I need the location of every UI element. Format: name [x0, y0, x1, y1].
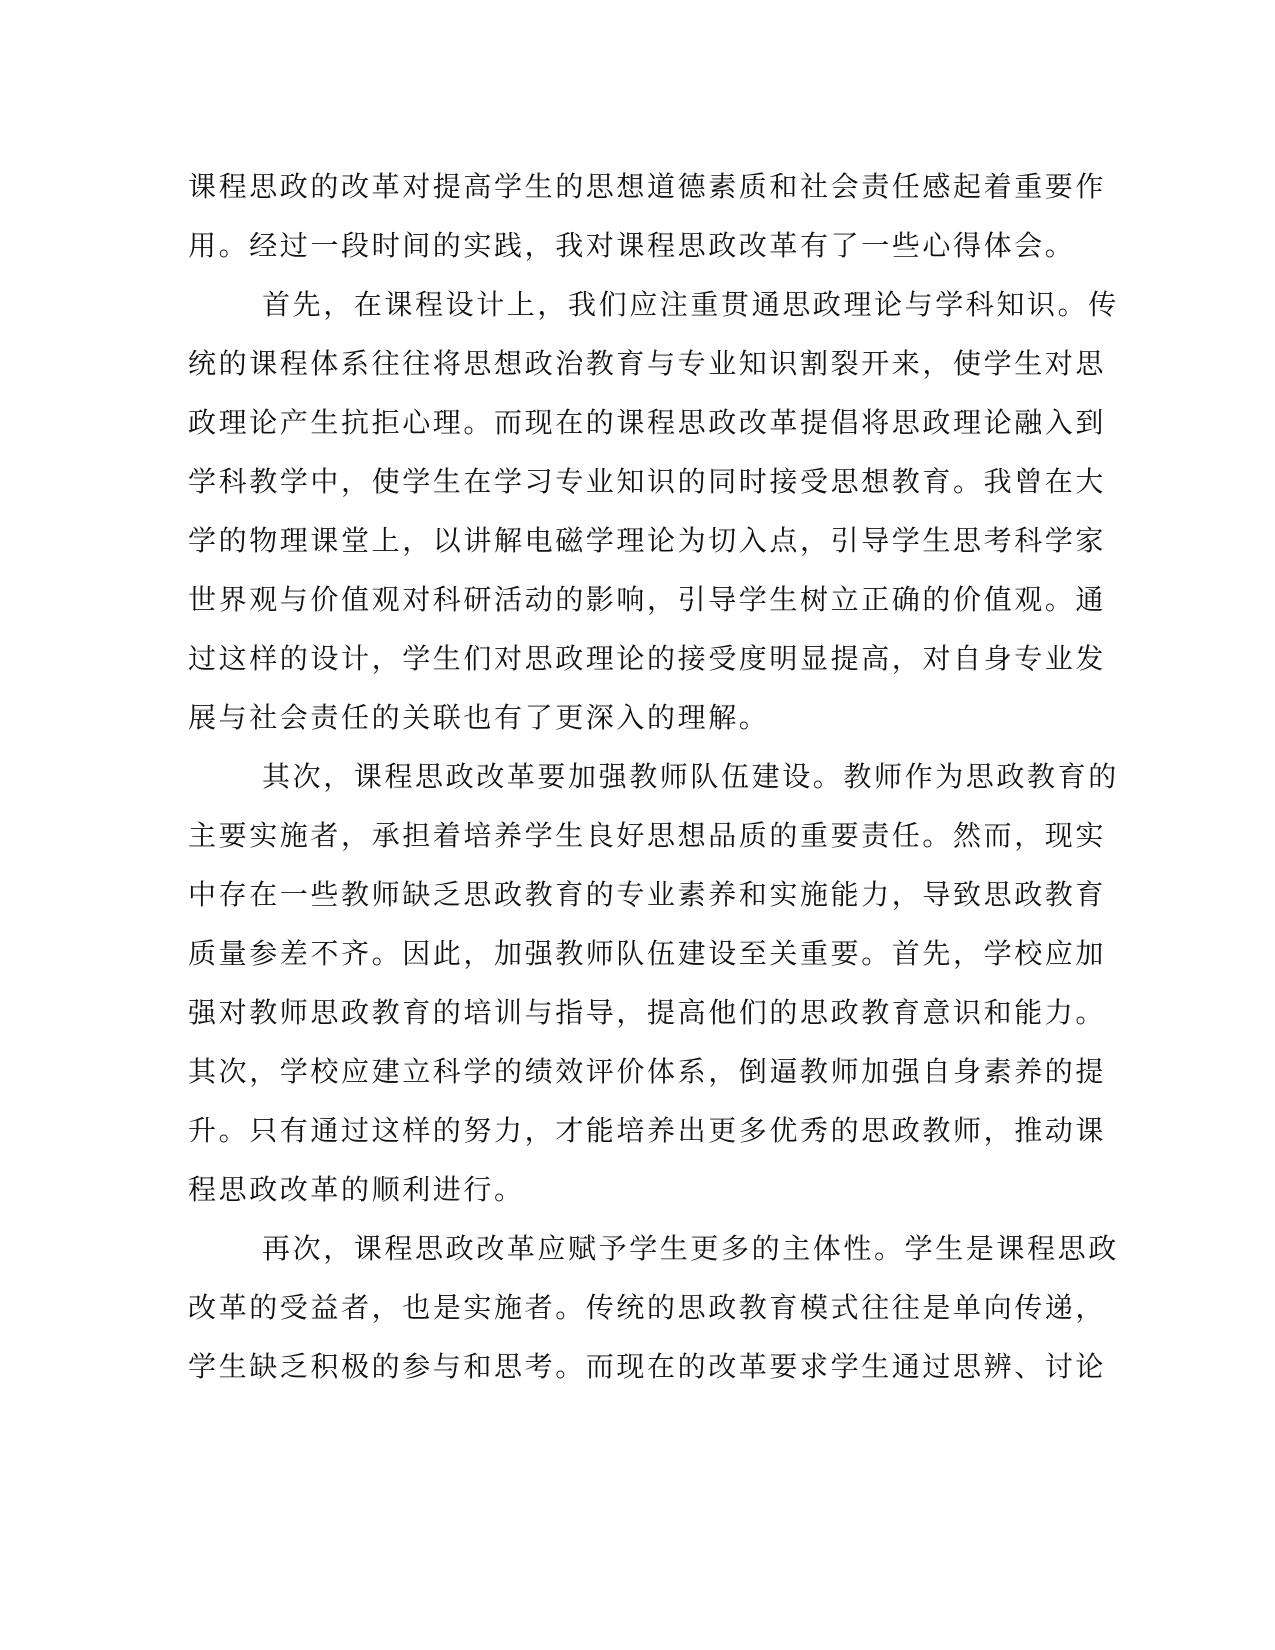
text-line: 学生缺乏积极的参与和思考。而现在的改革要求学生通过思辨、讨论 — [188, 1350, 1107, 1383]
text-line: 程思政改革的顺利进行。 — [188, 1173, 525, 1206]
paragraph-first-line: 其次，课程思政改革要加强教师队伍建设。教师作为思政教育的 — [262, 760, 1119, 793]
text-line: 主要实施者，承担着培养学生良好思想品质的重要责任。然而，现实 — [188, 819, 1107, 852]
paragraph-first-line: 再次，课程思政改革应赋予学生更多的主体性。学生是课程思政 — [262, 1232, 1119, 1265]
body-text — [188, 157, 1119, 1396]
text-line: 统的课程体系往往将思想政治教育与专业知识割裂开来，使学生对思 — [188, 347, 1107, 380]
text-line: 中存在一些教师缺乏思政教育的专业素养和实施能力，导致思政教育 — [188, 878, 1107, 911]
text-line: 学科教学中，使学生在学习专业知识的同时接受思想教育。我曾在大 — [188, 465, 1107, 498]
text-line: 用。经过一段时间的实践，我对课程思政改革有了一些心得体会。 — [188, 229, 1076, 262]
text-line: 其次，学校应建立科学的绩效评价体系，倒逼教师加强自身素养的提 — [188, 1055, 1107, 1088]
paragraph-first-line: 首先，在课程设计上，我们应注重贯通思政理论与学科知识。传 — [262, 288, 1119, 321]
text-line: 展与社会责任的关联也有了更深入的理解。 — [188, 701, 770, 734]
text-line: 政理论产生抗拒心理。而现在的课程思政改革提倡将思政理论融入到 — [188, 406, 1107, 439]
text-line: 过这样的设计，学生们对思政理论的接受度明显提高，对自身专业发 — [188, 642, 1107, 675]
text-line: 学的物理课堂上，以讲解电磁学理论为切入点，引导学生思考科学家 — [188, 524, 1107, 557]
text-line: 课程思政的改革对提高学生的思想道德素质和社会责任感起着重要作 — [188, 170, 1107, 203]
text-line: 强对教师思政教育的培训与指导，提高他们的思政教育意识和能力。 — [188, 996, 1107, 1029]
text-line: 升。只有通过这样的努力，才能培养出更多优秀的思政教师，推动课 — [188, 1114, 1107, 1147]
text-line: 世界观与价值观对科研活动的影响，引导学生树立正确的价值观。通 — [188, 583, 1107, 616]
text-line: 质量参差不齐。因此，加强教师队伍建设至关重要。首先，学校应加 — [188, 937, 1107, 970]
text-line: 改革的受益者，也是实施者。传统的思政教育模式往往是单向传递， — [188, 1291, 1107, 1324]
